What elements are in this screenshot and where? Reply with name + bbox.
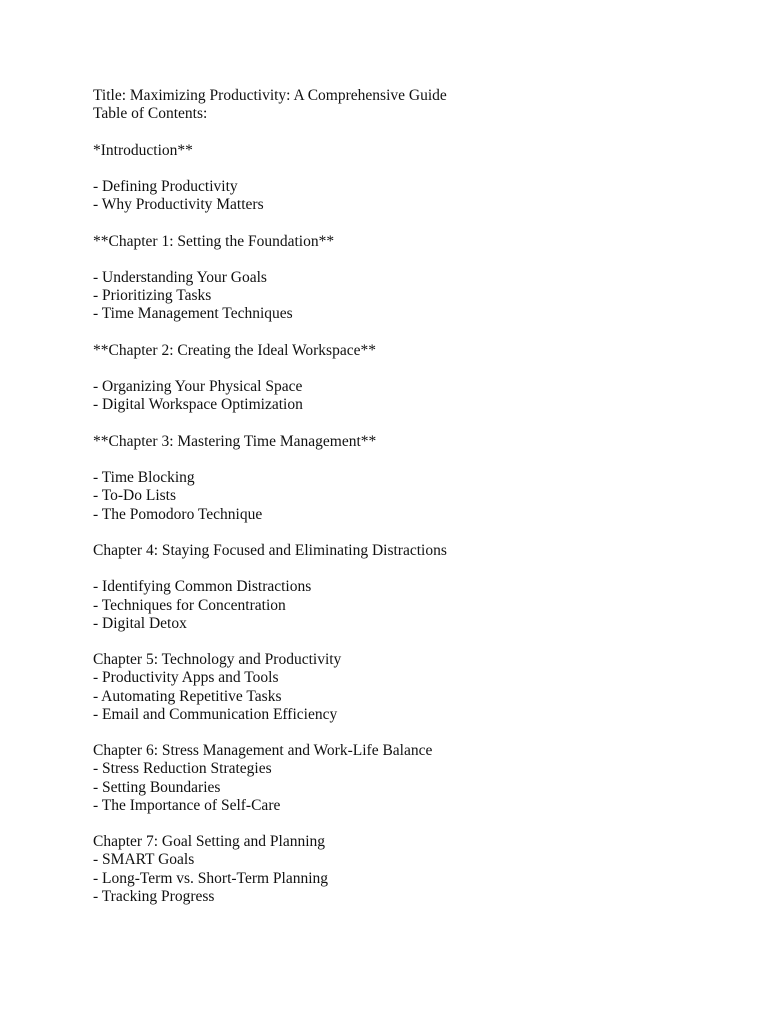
toc-section [93,833,733,906]
toc-heading: Table of Contents: [93,105,208,123]
list-item: - Digital Workspace Optimization [93,396,303,414]
toc-section [93,142,733,215]
spacer [93,214,733,232]
list-item: - Why Productivity Matters [93,196,264,214]
toc-section [93,433,733,524]
list-item: - Techniques for Concentration [93,596,286,614]
list-item: - The Importance of Self-Care [93,796,281,814]
list-item: - Tracking Progress [93,887,215,905]
spacer [93,560,733,578]
spacer [93,633,733,651]
toc-section [93,233,733,324]
section-heading: Chapter 6: Stress Management and Work-Life Balance [93,742,433,760]
list-item: - Automating Repetitive Tasks [93,687,282,705]
list-item: - Organizing Your Physical Space [93,378,303,396]
list-item: - Defining Productivity [93,177,238,195]
spacer [93,324,733,342]
list-item: - Productivity Apps and Tools [93,669,279,687]
spacer [93,724,733,742]
list-item: - Time Management Techniques [93,305,293,323]
list-item: - SMART Goals [93,851,195,869]
toc-section [93,742,733,815]
list-item: - The Pomodoro Technique [93,505,263,523]
toc-section [93,342,733,415]
section-heading: Chapter 5: Technology and Productivity [93,651,342,669]
spacer [93,251,733,269]
list-item: - Email and Communication Efficiency [93,705,338,723]
list-item: - Digital Detox [93,614,187,632]
section-heading: *Introduction** [93,141,193,159]
list-item: - Identifying Common Distractions [93,578,312,596]
section-heading: **Chapter 2: Creating the Ideal Workspace** [93,341,376,359]
spacer [93,451,733,469]
list-item: - Setting Boundaries [93,778,221,796]
spacer [93,524,733,542]
document-title: Title: Maximizing Productivity: A Comprehensive Guide [93,87,447,104]
section-heading: Chapter 4: Staying Focused and Eliminating Distractions [93,541,447,559]
spacer [93,360,733,378]
document-body [93,87,733,906]
toc-section [93,542,733,633]
spacer [93,815,733,833]
spacer [93,160,733,178]
list-item: - To-Do Lists [93,487,177,505]
list-item: - Understanding Your Goals [93,268,267,286]
list-item: - Prioritizing Tasks [93,287,212,305]
spacer [93,123,733,141]
toc-section [93,651,733,724]
list-item: - Stress Reduction Strategies [93,760,272,778]
spacer [93,415,733,433]
section-heading: **Chapter 1: Setting the Foundation** [93,232,335,250]
section-heading: Chapter 7: Goal Setting and Planning [93,833,326,851]
list-item: - Time Blocking [93,469,195,487]
section-heading: **Chapter 3: Mastering Time Management** [93,432,377,450]
list-item: - Long-Term vs. Short-Term Planning [93,869,329,887]
